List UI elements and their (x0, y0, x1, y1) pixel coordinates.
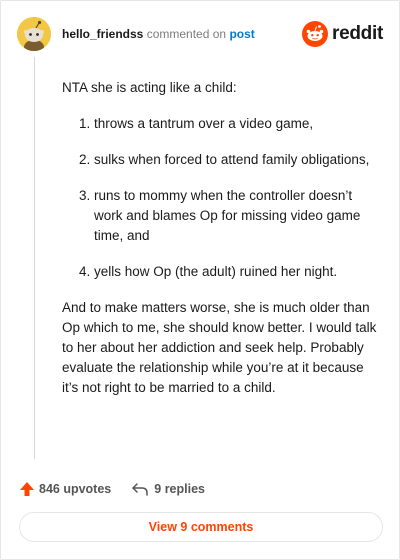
list-item: 2. sulks when forced to attend family obligations, (94, 150, 380, 170)
comment-body (62, 78, 380, 398)
comment-list (62, 114, 380, 282)
list-item: 4. yells how Op (the adult) ruined her night. (94, 262, 380, 282)
username-link[interactable]: hello_friendss (62, 27, 144, 41)
view-comments-button[interactable]: View 9 comments (19, 512, 383, 542)
reply-count[interactable]: 9 replies (154, 482, 205, 496)
comment-header (17, 17, 383, 51)
brand-wordmark: reddit (332, 23, 383, 44)
upvote-count: 846 upvotes (39, 482, 112, 496)
comment-footer (19, 479, 205, 499)
upvote-arrow-icon[interactable] (19, 481, 35, 497)
post-link[interactable]: post (229, 27, 255, 41)
avatar[interactable] (17, 17, 51, 51)
list-item: 1. throws a tantrum over a video game, (94, 114, 380, 134)
brand[interactable] (302, 21, 383, 47)
action-text: commented on (146, 27, 227, 41)
thread-line[interactable] (34, 57, 35, 459)
comment-meta (62, 26, 255, 42)
comment-conclusion: And to make matters worse, she is much older than Op which to me, she should know better. I would talk to her about her addiction and seek help. Probably evaluate the relationship while you’re at it because it’s not right to be married to a child. (62, 300, 377, 395)
reddit-logo-icon (302, 21, 328, 47)
comment-intro: NTA she is acting like a child: (62, 80, 237, 95)
snoo-avatar-icon (17, 17, 51, 51)
reply-arrow-icon[interactable] (131, 481, 149, 497)
list-item: 3. runs to mommy when the controller doesn’t work and blames Op for missing video game time, and (94, 186, 380, 246)
